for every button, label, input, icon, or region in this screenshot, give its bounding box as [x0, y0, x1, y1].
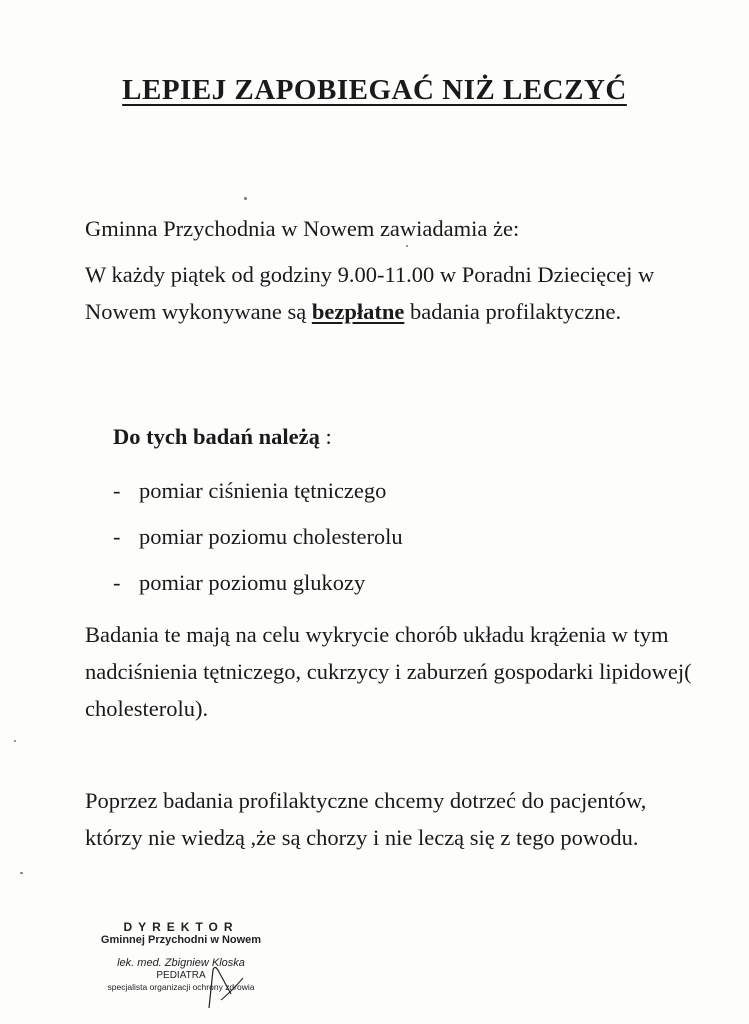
page-title: LEPIEJ ZAPOBIEGAĆ NIŻ LECZYĆ	[122, 74, 627, 106]
free-emphasis: bezpłatne	[311, 299, 405, 324]
director-stamp	[86, 920, 276, 993]
list-item-text: pomiar poziomu cholesterolu	[139, 524, 403, 549]
bullet-dash: -	[113, 478, 121, 503]
bullet-dash: -	[113, 524, 121, 549]
notice-paragraph	[85, 256, 705, 330]
stamp-role: specjalista organizacji ochrony zdrowia	[107, 982, 255, 992]
signature-mark	[191, 960, 261, 1010]
list-item	[113, 472, 403, 518]
list-item-text: pomiar ciśnienia tętniczego	[139, 478, 387, 503]
scan-speck	[14, 740, 16, 742]
notice-text-before: W każdy piątek od godziny 9.00-11.00 w Poradni Dziecięcej w Nowem wykonywane są	[85, 262, 655, 324]
bullet-dash: -	[113, 570, 121, 595]
stamp-clinic: Gminnej Przychodni w Nowem	[100, 934, 262, 946]
scan-speck	[20, 872, 23, 874]
notice-text-after: badania profilaktyczne.	[404, 299, 622, 324]
tests-heading-colon: :	[319, 424, 332, 449]
stamp-title: DYREKTOR	[123, 920, 239, 934]
list-item	[113, 518, 403, 564]
tests-heading-bold: Do tych badań należą	[113, 424, 320, 449]
intro-paragraph: Gminna Przychodnia w Nowem zawiadamia że:	[85, 216, 520, 241]
stamp-name: lek. med. Zbigniew Kloska	[117, 957, 245, 969]
goal-paragraph: Badania te mają na celu wykrycie chorób układu krążenia w tym nadciśnienia tętniczego, cukrzycy i zaburzeń gospodarki lipidowej( cholesterolu).	[85, 622, 692, 721]
tests-heading	[113, 424, 332, 450]
list-item	[113, 564, 403, 610]
scan-speck	[406, 245, 408, 247]
closing-paragraph: Poprzez badania profilaktyczne chcemy dotrzeć do pacjentów, którzy nie wiedzą ,że są chorzy i nie leczą się z tego powodu.	[85, 788, 647, 850]
stamp-specialty: PEDIATRA	[156, 970, 206, 981]
scan-speck	[244, 197, 247, 200]
list-item-text: pomiar poziomu glukozy	[139, 570, 366, 595]
tests-list	[113, 472, 403, 610]
